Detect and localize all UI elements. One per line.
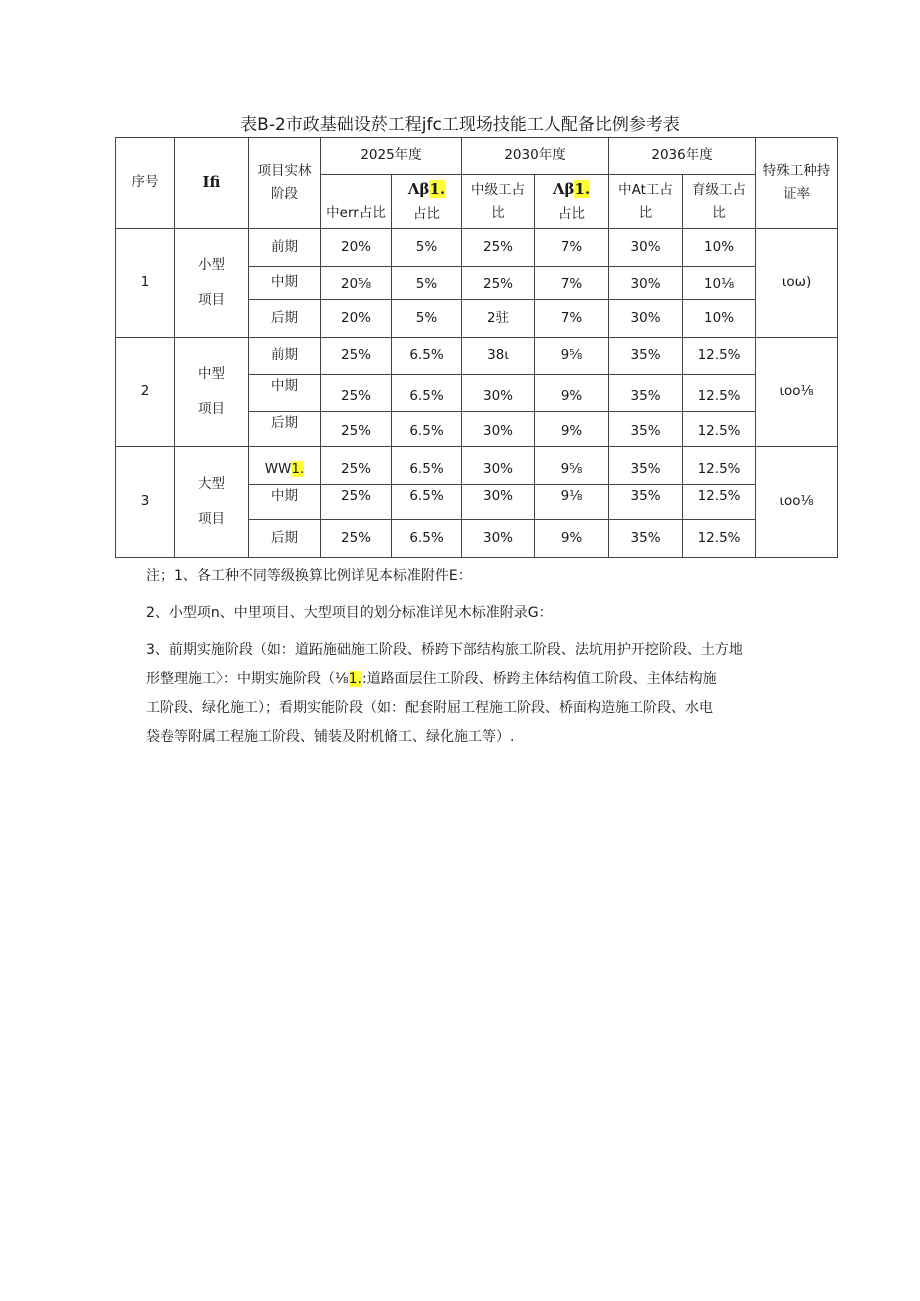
value-cell: 25% <box>321 520 392 558</box>
value-cell: 20⅝ <box>321 267 392 300</box>
value-cell: 35% <box>609 338 683 375</box>
value-cell: 25% <box>321 412 392 447</box>
value-cell: 5% <box>392 229 462 267</box>
value-cell: 35% <box>609 375 683 412</box>
header-2030-mid <box>462 175 535 229</box>
group-type-line2: 项目 <box>198 292 225 308</box>
value-cell: 25% <box>321 447 392 485</box>
value-cell: 6.5% <box>392 520 462 558</box>
header-2030-high-line2: 占比 <box>558 205 586 222</box>
group-seq: 1 <box>116 229 175 338</box>
value-cell: 9⅝ <box>535 447 609 485</box>
value-cell: 6.5% <box>392 412 462 447</box>
header-2036-mid <box>609 175 683 229</box>
value-cell: 35% <box>609 520 683 558</box>
value-cell: 38ι <box>462 338 535 375</box>
value-cell: 35% <box>609 447 683 485</box>
group-type-line1: 小型 <box>198 256 225 273</box>
header-special-line1: 特殊工种持 <box>762 163 831 180</box>
value-cell: 5% <box>392 267 462 300</box>
header-2030-mid-line2: 比 <box>491 204 505 221</box>
value-cell: 25% <box>321 485 392 520</box>
value-cell: 30% <box>462 412 535 447</box>
value-cell: 35% <box>609 485 683 520</box>
group-type-line1: 大型 <box>198 475 225 492</box>
worker-ratio-table <box>115 137 838 558</box>
stage-cell: 中期 <box>249 485 321 520</box>
note-3-line3: 工阶段、绿化施工）；看期实能阶段（如：配套附屈工程施工阶段、桥面构造施工阶段、水电 <box>146 700 713 716</box>
value-cell: 12.5% <box>683 485 756 520</box>
header-type: Ifi <box>175 138 249 229</box>
table-row <box>116 229 838 267</box>
header-2036: 2036年度 <box>609 138 756 175</box>
value-cell: 12.5% <box>683 520 756 558</box>
group-type <box>175 229 249 338</box>
value-cell: 20% <box>321 229 392 267</box>
header-2030-high <box>535 175 609 229</box>
value-cell: 20% <box>321 300 392 338</box>
stage-hl: 1. <box>291 461 305 478</box>
header-2036-high <box>683 175 756 229</box>
group-type-line1: 中型 <box>198 365 225 382</box>
value-cell: 6.5% <box>392 338 462 375</box>
table-row <box>116 447 838 485</box>
note-1: 注；1、各工种不同等级换算比例详见本标准附件E： <box>146 568 472 584</box>
group-type-line2: 项目 <box>198 401 225 417</box>
stage-cell: 后期 <box>249 300 321 338</box>
value-cell: 9% <box>535 412 609 447</box>
header-2030-high-pre: Λβ <box>552 180 575 199</box>
group-seq: 2 <box>116 338 175 447</box>
note-3-line2-pre: 形整理施工〉：中期实施阶段（⅛ <box>146 671 349 687</box>
header-2025: 2025年度 <box>321 138 462 175</box>
value-cell: 9⅝ <box>535 338 609 375</box>
value-cell: 35% <box>609 412 683 447</box>
header-row-1 <box>116 138 838 175</box>
stage-cell <box>249 447 321 485</box>
value-cell: 25% <box>321 375 392 412</box>
header-seq: 序号 <box>116 138 175 229</box>
note-3-line2 <box>146 665 846 694</box>
stage-pre: WW <box>264 461 292 478</box>
header-2036-high-line2: 比 <box>712 204 726 221</box>
table-notes <box>146 562 846 752</box>
group-type <box>175 447 249 558</box>
header-stage <box>249 138 321 229</box>
value-cell: 12.5% <box>683 338 756 375</box>
value-cell: 2驻 <box>462 300 535 338</box>
value-cell: 12.5% <box>683 375 756 412</box>
value-cell: 30% <box>462 485 535 520</box>
table-title: 表B-2市政基础设菸工程jfc工现场技能工人配备比例参考表 <box>240 115 680 135</box>
header-special-line2: 证率 <box>783 186 811 202</box>
note-3-line2-post: :道路面层住工阶段、桥跨主体结构值工阶段、主体结构施 <box>361 671 717 687</box>
group-special: ιoo⅛ <box>756 447 838 558</box>
note-3-line2-hl: 1. <box>348 671 362 687</box>
value-cell: 6.5% <box>392 485 462 520</box>
value-cell: 25% <box>321 338 392 375</box>
stage-cell: 前期 <box>249 338 321 375</box>
group-type-line2: 项目 <box>198 511 225 527</box>
header-2030-high-hl: 1. <box>574 180 591 199</box>
value-cell: 9⅛ <box>535 485 609 520</box>
group-seq: 3 <box>116 447 175 558</box>
value-cell: 7% <box>535 300 609 338</box>
value-cell: 25% <box>462 267 535 300</box>
value-cell: 6.5% <box>392 447 462 485</box>
value-cell: 30% <box>462 375 535 412</box>
value-cell: 6.5% <box>392 375 462 412</box>
value-cell: 12.5% <box>683 412 756 447</box>
value-cell: 10% <box>683 300 756 338</box>
header-stage-line2: 阶段 <box>271 186 298 202</box>
value-cell: 30% <box>462 520 535 558</box>
value-cell: 30% <box>609 300 683 338</box>
header-2036-high-line1: 育级工占 <box>692 181 747 198</box>
header-2036-mid-line2: 比 <box>638 204 653 221</box>
header-2030: 2030年度 <box>462 138 609 175</box>
note-3-line4: 袋卷等附属工程施工阶段、铺装及附机脩工、绿化施工等）. <box>146 729 515 745</box>
value-cell: 30% <box>609 229 683 267</box>
group-special: ιoω) <box>756 229 838 338</box>
note-3-line1: 3、前期实施阶段（如：道跖施础施工阶段、桥跨下部结构旅工阶段、法坑用护开挖阶段、土方地 <box>146 642 743 658</box>
stage-cell: 中期 <box>249 267 321 300</box>
value-cell: 9% <box>535 520 609 558</box>
header-special <box>756 138 838 229</box>
header-2025-high-line2: 占比 <box>413 205 440 222</box>
stage-cell: 后期 <box>249 412 321 447</box>
stage-cell: 中期 <box>249 375 321 412</box>
table-row <box>116 338 838 375</box>
note-2: 2、小型项n、中里项目、大型项目的划分标准详见木标准附录G： <box>146 605 553 621</box>
header-2030-mid-line1: 中级工占 <box>471 181 526 198</box>
value-cell: 10⅛ <box>683 267 756 300</box>
value-cell: 7% <box>535 267 609 300</box>
header-2036-mid-line1: 中At工占 <box>618 181 673 198</box>
header-stage-line1: 项目实林 <box>257 163 312 180</box>
value-cell: 9% <box>535 375 609 412</box>
header-2025-mid: 中err占比 <box>321 175 392 229</box>
value-cell: 25% <box>462 229 535 267</box>
value-cell: 30% <box>462 447 535 485</box>
stage-cell: 前期 <box>249 229 321 267</box>
header-2025-high-pre: Λβ <box>407 180 430 199</box>
value-cell: 30% <box>609 267 683 300</box>
value-cell: 7% <box>535 229 609 267</box>
stage-cell: 后期 <box>249 520 321 558</box>
header-2025-high <box>392 175 462 229</box>
value-cell: 12.5% <box>683 447 756 485</box>
header-2025-high-hl: 1. <box>429 180 446 199</box>
group-special: ιoo⅛ <box>756 338 838 447</box>
value-cell: 5% <box>392 300 462 338</box>
group-type <box>175 338 249 447</box>
value-cell: 10% <box>683 229 756 267</box>
